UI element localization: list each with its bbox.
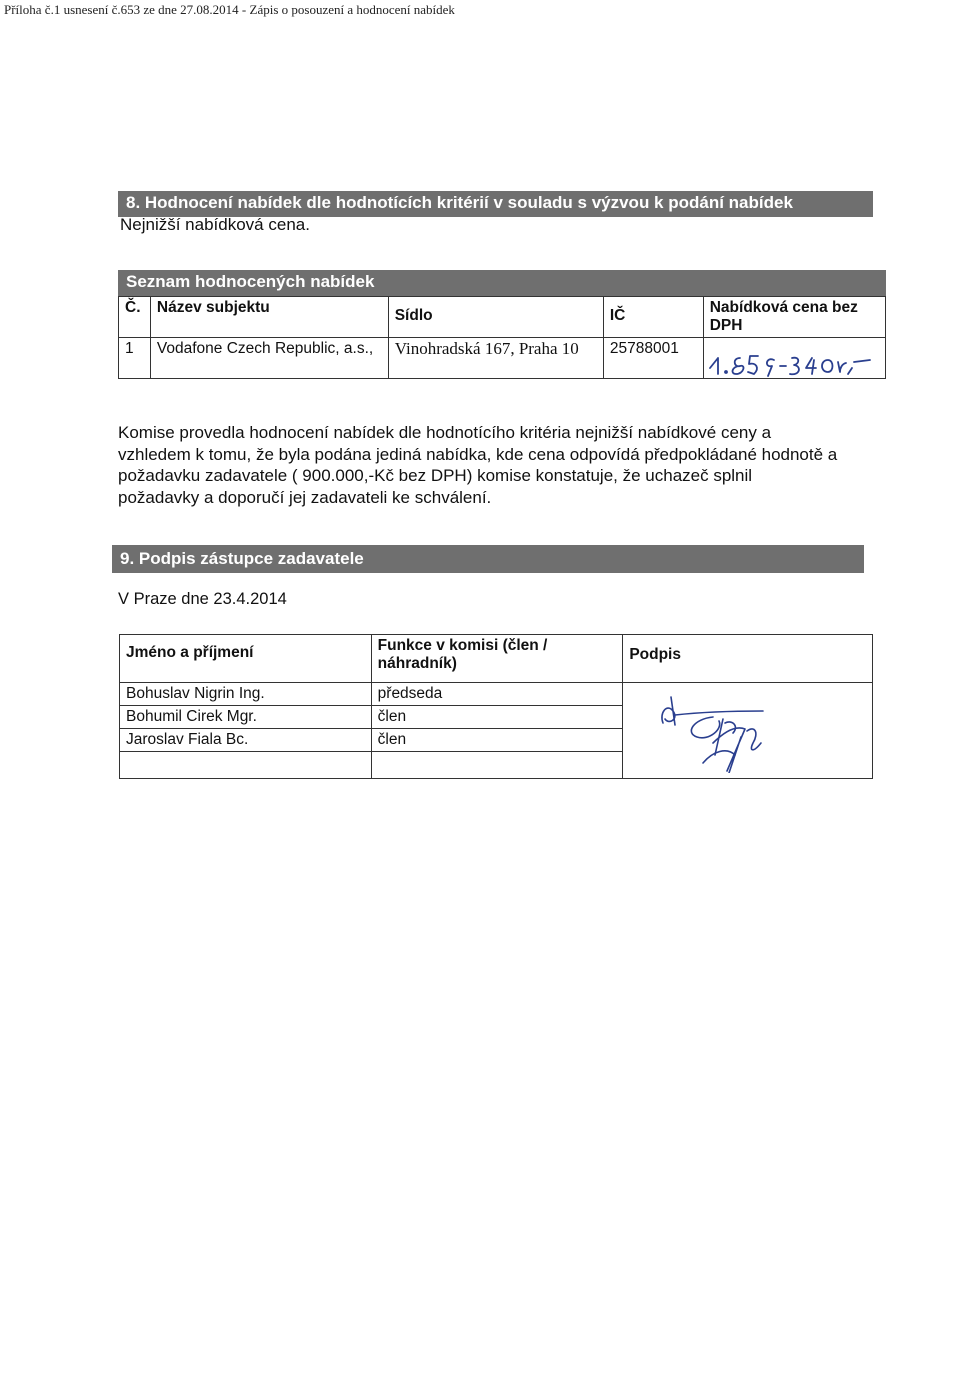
offers-table-header (119, 297, 886, 338)
offer-price-cell (703, 338, 885, 379)
offers-table-title: Seznam hodnocených nabídek (118, 270, 886, 296)
signature-cell (623, 683, 873, 779)
handwritten-price (704, 338, 874, 378)
header-price: Nabídková cena bez DPH (703, 297, 885, 338)
member-role: předseda (371, 683, 623, 706)
table-row (120, 683, 873, 706)
header-name: Název subjektu (150, 297, 388, 338)
table-row (119, 338, 886, 379)
header-role: Funkce v komisi (člen / náhradník) (371, 635, 623, 683)
place-date: V Praze dne 23.4.2014 (118, 590, 287, 608)
offers-table (118, 296, 886, 379)
signatures-table (119, 634, 873, 779)
header-full-name: Jméno a příjmení (120, 635, 372, 683)
offer-seat: Vinohradská 167, Praha 10 (388, 338, 603, 379)
member-name: Bohuslav Nigrin Ing. (120, 683, 372, 706)
section-9-title: 9. Podpis zástupce zadavatele (112, 545, 864, 573)
offer-number: 1 (119, 338, 151, 379)
page-header-note: Příloha č.1 usnesení č.653 ze dne 27.08.2014 - Zápis o posouzení a hodnocení nabídek (4, 2, 455, 17)
member-role: člen (371, 706, 623, 729)
handwritten-signatures (623, 663, 853, 773)
member-name: Jaroslav Fiala Bc. (120, 729, 372, 752)
conclusion-paragraph: Komise provedla hodnocení nabídek dle hodnotícího kritéria nejnižší nabídkové ceny a vzhledem k tomu, že byla podána jediná nabídka, kde cena odpovídá předpokládané hodnotě a požadavku zadavatele ( 900.000,-Kč bez DPH) komise konstatuje, že uchazeč splnil požadavky a doporučí jej zadavateli ke schválení. (118, 423, 838, 507)
offer-name: Vodafone Czech Republic, a.s., (150, 338, 388, 379)
header-seat: Sídlo (388, 297, 603, 338)
offer-ic: 25788001 (603, 338, 703, 379)
empty-cell (371, 752, 623, 779)
header-number: Č. (119, 297, 151, 338)
member-role: člen (371, 729, 623, 752)
section-8-criterion: Nejnižší nabídková cena. (120, 215, 310, 234)
empty-cell (120, 752, 372, 779)
member-name: Bohumil Cirek Mgr. (120, 706, 372, 729)
header-signature: Podpis (623, 635, 873, 683)
section-8-title: 8. Hodnocení nabídek dle hodnotících kritérií v souladu s výzvou k podání nabídek (118, 191, 873, 217)
header-ic: IČ (603, 297, 703, 338)
